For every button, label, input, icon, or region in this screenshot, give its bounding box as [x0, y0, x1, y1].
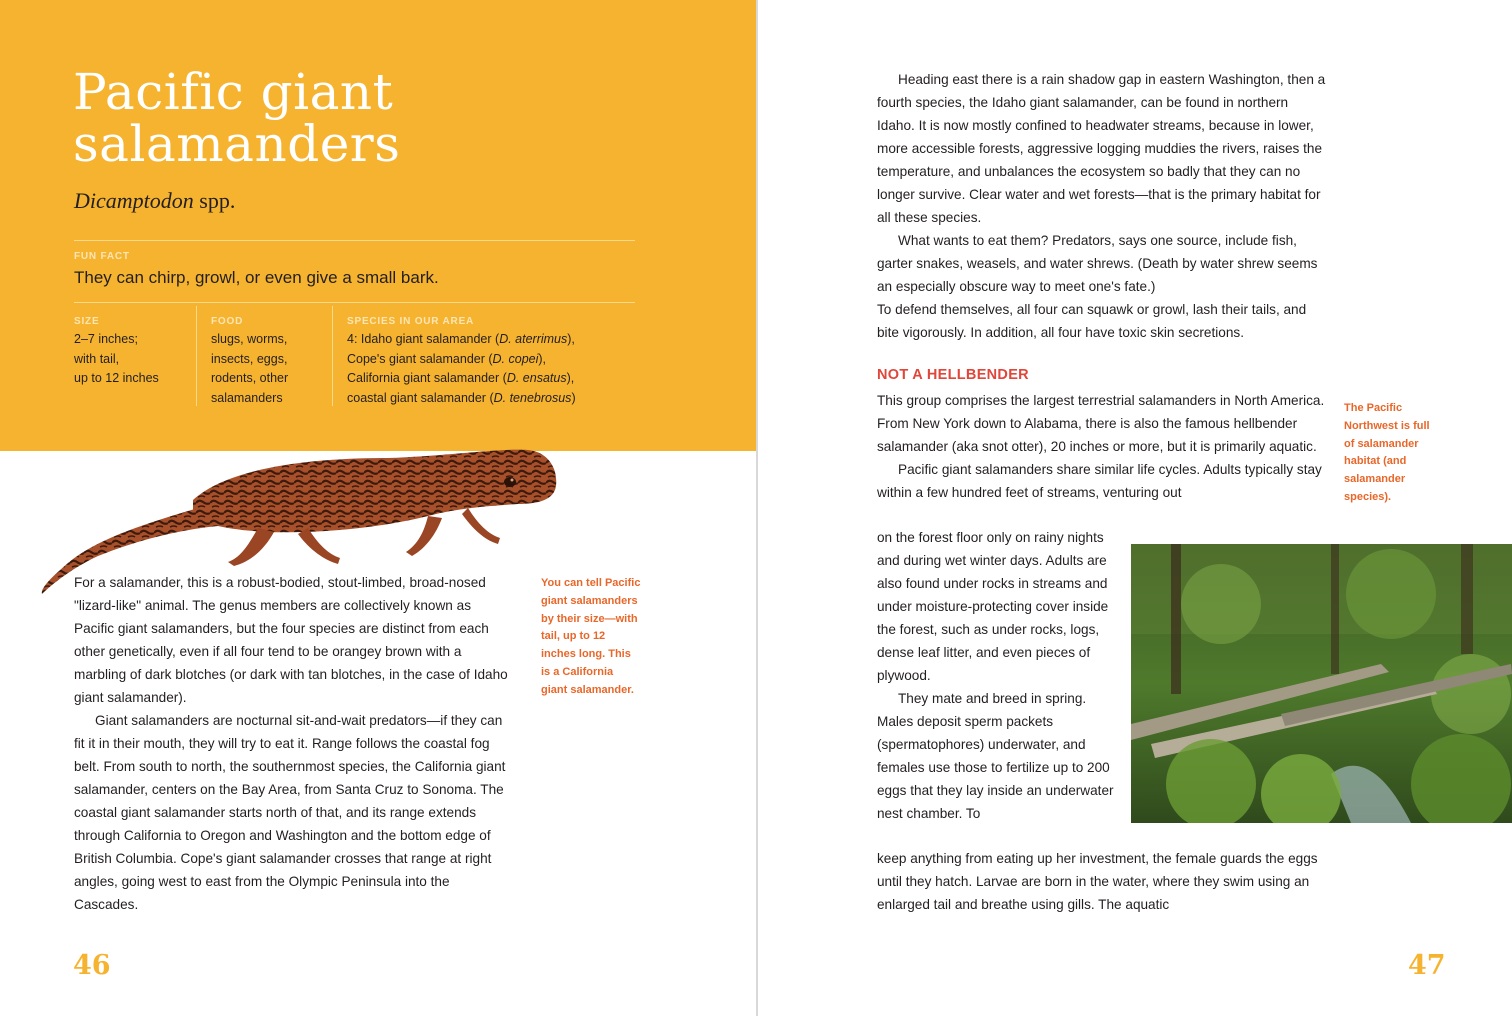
divider — [74, 302, 635, 303]
paragraph: on the forest floor only on rainy nights and during wet winter days. Adults are also found under rocks in streams and under moisture-protecting cover inside the forest, such as under rocks, logs, dense leaf litter, and even pieces of plywood. — [877, 530, 1109, 683]
paragraph: For a salamander, this is a robust-bodied, stout-limbed, broad-nosed "lizard-like" animal. The genus members are collectively known as Pacific giant salamanders, but the four species are distinct from each other genetically, even if all four tend to be orangey brown with a marbling of dark blotches (or dark with tan blotches, in the case of Idaho giant salamander). — [74, 575, 508, 705]
header-banner — [0, 0, 756, 451]
size-column — [74, 314, 192, 410]
species-line: California giant salamander (D. ensatus), — [347, 371, 575, 385]
food-label: FOOD — [211, 316, 244, 327]
food-line: salamanders — [211, 390, 283, 405]
species-column — [347, 314, 637, 410]
paragraph: This group comprises the largest terrestrial salamanders in North America. From New York down to Alabama, there is also the famous hellbender salamander (aka snot otter), 20 inches or more, but it is primarily aquatic. — [877, 393, 1325, 454]
paragraph: Giant salamanders are nocturnal sit-and-wait predators—if they can fit it in their mouth, they will try to eat it. Range follows the coastal fog belt. From south to north, the southernmost species, the California giant salamander, centers on the Bay Area, from Santa Cruz to Sonoma. The coastal giant salamander starts north of that, and its range extends through California to Oregon and Washington and the bottom edge of British Columbia. Cope's giant salamander crosses that range at right angles, going west to east from the Olympic Peninsula into the Cascades. — [74, 713, 506, 912]
scientific-suffix: spp. — [193, 188, 236, 213]
species-label: SPECIES IN OUR AREA — [347, 316, 475, 327]
body-text — [877, 526, 1117, 825]
species-line: coastal giant salamander (D. tenebrosus) — [347, 390, 576, 405]
photo-caption: You can tell Pacific giant salamanders by their size—with tail, up to 12 inches long. This is a California giant salamander. — [541, 577, 641, 696]
page-number: 47 — [1408, 950, 1446, 981]
food-line: slugs, worms, — [211, 332, 288, 346]
size-label: SIZE — [74, 316, 100, 327]
body-text — [877, 847, 1327, 916]
species-line: Cope's giant salamander (D. copei), — [347, 351, 547, 366]
page-title: Pacific giant salamanders — [73, 63, 401, 173]
scientific-name — [74, 188, 235, 214]
size-line: 2–7 inches; — [74, 332, 138, 346]
body-text — [877, 389, 1327, 504]
paragraph: Heading east there is a rain shadow gap in eastern Washington, then a fourth species, the Idaho giant salamander, can be found in northern Idaho. It is now mostly confined to headwater streams, because in lower, more accessible forests, aggressive logging muddies the rivers, raises the temperature, and unbalances the ecosystem so badly that they can no longer survive. Clear water and wet forests—that is the primary habitat for all these species. — [877, 72, 1326, 225]
column-divider — [332, 306, 333, 406]
column-divider — [196, 306, 197, 406]
page-number: 46 — [73, 950, 111, 981]
paragraph: To defend themselves, all four can squawk or growl, lash their tails, and bite vigorously. In addition, all four have toxic skin secretions. — [877, 302, 1307, 340]
species-line: 4: Idaho giant salamander (D. aterrimus), — [347, 332, 575, 346]
paragraph: keep anything from eating up her investment, the female guards the eggs until they hatch. Larvae are born in the water, where they swim using an enlarged tail and breathe using gills. The aquatic — [877, 851, 1318, 912]
body-text — [74, 571, 514, 916]
fun-fact-text: They can chirp, growl, or even give a small bark. — [74, 268, 439, 287]
size-line: with tail, — [74, 351, 120, 366]
paragraph: Pacific giant salamanders share similar life cycles. Adults typically stay within a few hundred feet of streams, venturing out — [877, 462, 1322, 500]
size-line: up to 12 inches — [74, 371, 159, 385]
divider — [74, 240, 635, 241]
food-column — [211, 314, 329, 410]
forest-stream-photo — [1131, 544, 1512, 823]
scientific-genus: Dicamptodon — [74, 188, 194, 213]
fun-fact-label: FUN FACT — [74, 251, 130, 262]
body-text — [877, 68, 1327, 344]
food-line: insects, eggs, — [211, 351, 288, 366]
section-heading: NOT A HELLBENDER — [877, 367, 1029, 383]
paragraph: What wants to eat them? Predators, says one source, include fish, garter snakes, weasels, and water shrews. (Death by water shrew seems an especially obscure way to meet one's fate.) — [877, 233, 1318, 294]
photo-caption: The Pacific Northwest is full of salamander habitat (and salamander species). — [1344, 402, 1430, 503]
food-line: rodents, other — [211, 371, 289, 385]
paragraph: They mate and breed in spring. Males deposit sperm packets (spermatophores) underwater, and females use those to fertilize up to 200 eggs that they lay inside an underwater nest chamber. To — [877, 691, 1114, 821]
